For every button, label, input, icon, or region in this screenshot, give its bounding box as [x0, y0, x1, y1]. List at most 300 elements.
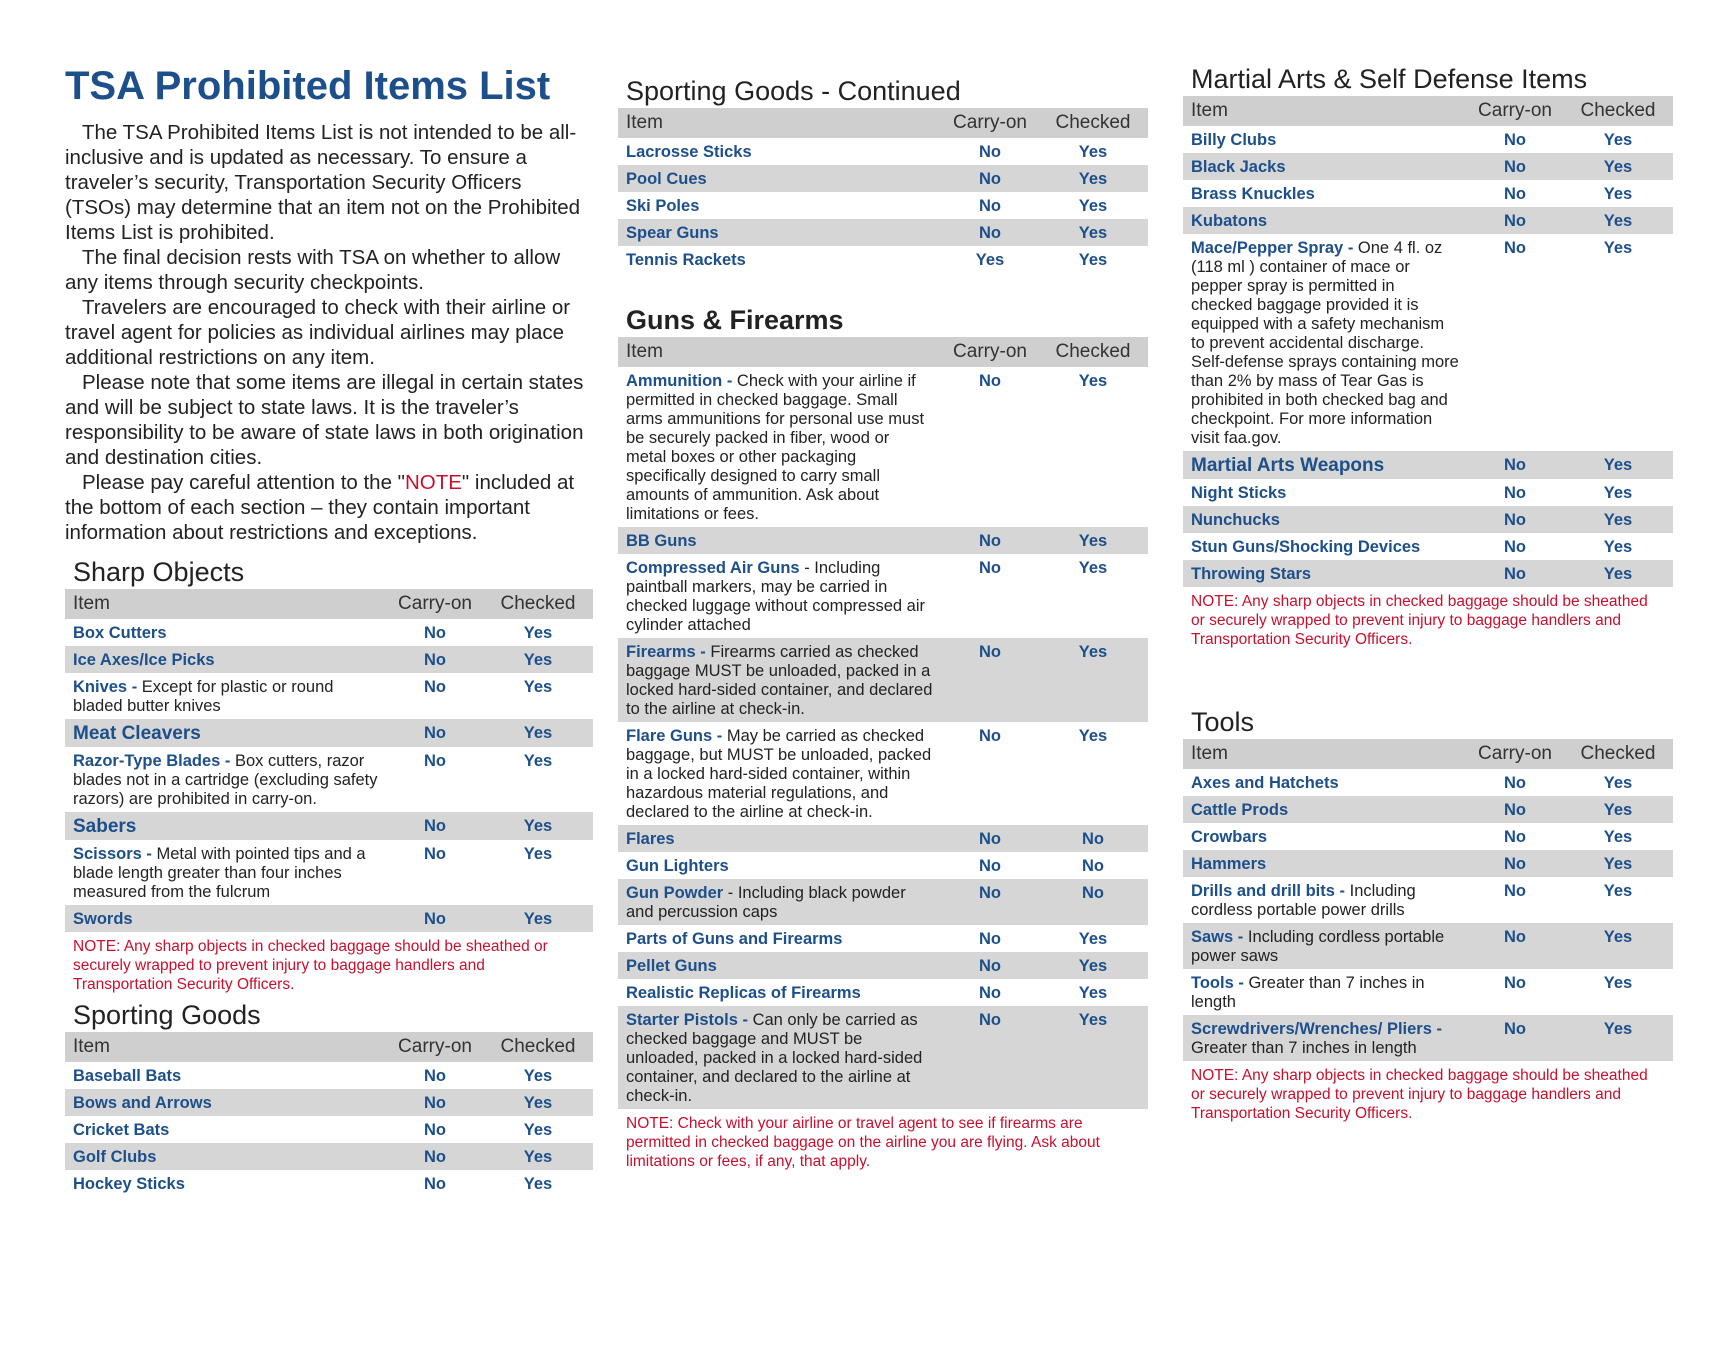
carry-on-value-cell	[387, 646, 483, 673]
carry-on-value-cell	[1467, 207, 1563, 234]
section-title: Tools	[1191, 707, 1255, 737]
carry-on-value: No	[1504, 484, 1526, 502]
item-description: - Including paintball markers, may be carried in checked luggage without compressed air cylinder attached	[626, 559, 926, 634]
item-cell	[1183, 923, 1467, 969]
intro-paragraph: The TSA Prohibited Items List is not intended to be all-inclusive and is updated as necessary. To ensure a traveler’s security, Transportation Security Officers (TSOs) may determine that an item not on the Prohibited Items List is prohibited.	[65, 121, 581, 244]
checked-value: Yes	[523, 1175, 553, 1193]
column-header-checked: Checked	[1038, 108, 1148, 138]
item-cell	[65, 719, 387, 747]
carry-on-value-cell	[942, 192, 1038, 219]
table-row	[1183, 877, 1673, 923]
table-row	[65, 1089, 593, 1116]
section-note: NOTE: Check with your airline or travel agent to see if firearms are permitted in checked baggage on the airline you are flying. Ask about limitations or fees, if any, that apply.	[626, 1115, 1100, 1170]
checked-value-cell	[1563, 451, 1673, 479]
item-cell	[65, 1143, 387, 1170]
item-name: Gun Powder	[626, 884, 724, 902]
carry-on-value-cell	[1467, 153, 1563, 180]
checked-value-cell	[1563, 180, 1673, 207]
item-cell	[618, 825, 942, 852]
item-cell	[1183, 533, 1467, 560]
carry-on-value-cell	[1467, 850, 1563, 877]
item-name: Ammunition -	[626, 372, 733, 390]
carry-on-value-cell	[387, 673, 483, 719]
column-header-carry-on: Carry-on	[387, 589, 483, 619]
checked-value: Yes	[1603, 974, 1633, 992]
table-row	[1183, 126, 1673, 153]
item-description: Greater than 7 inches in length	[1191, 974, 1425, 1011]
table-row	[1183, 1015, 1673, 1061]
section-sharp-objects	[65, 555, 593, 994]
carry-on-value: No	[424, 651, 446, 669]
item-cell	[1183, 769, 1467, 796]
checked-value: Yes	[1603, 882, 1633, 900]
column-header-carry-on: Carry-on	[942, 108, 1038, 138]
table-row	[65, 747, 593, 812]
carry-on-value-cell	[1467, 479, 1563, 506]
carry-on-value: No	[979, 559, 1001, 577]
carry-on-value-cell	[942, 638, 1038, 722]
table-row	[1183, 923, 1673, 969]
items-table	[618, 108, 1148, 273]
checked-value: Yes	[1603, 828, 1633, 846]
checked-value: Yes	[523, 651, 553, 669]
carry-on-value: No	[424, 1094, 446, 1112]
checked-value: Yes	[1078, 197, 1108, 215]
checked-value: Yes	[1603, 855, 1633, 873]
table-row	[1183, 560, 1673, 587]
item-cell	[618, 952, 942, 979]
item-name: Starter Pistols -	[626, 1011, 748, 1029]
carry-on-value-cell	[1467, 877, 1563, 923]
item-cell	[618, 722, 942, 825]
carry-on-value: No	[979, 643, 1001, 661]
carry-on-value-cell	[1467, 451, 1563, 479]
checked-value: Yes	[1603, 565, 1633, 583]
item-description: Including cordless portable power saws	[1191, 928, 1445, 965]
table-row	[1183, 451, 1673, 479]
item-name: Pellet Guns	[626, 957, 717, 975]
carry-on-value: No	[1504, 158, 1526, 176]
carry-on-value-cell	[387, 619, 483, 646]
item-name: Tennis Rackets	[626, 251, 746, 269]
item-name: Ice Axes/Ice Picks	[73, 651, 215, 669]
carry-on-value-cell	[942, 1006, 1038, 1109]
checked-value: Yes	[1078, 532, 1108, 550]
checked-value-cell	[1563, 234, 1673, 451]
item-description: - Including black powder and percussion caps	[626, 884, 906, 921]
checked-value-cell	[1038, 219, 1148, 246]
table-header-row	[618, 337, 1148, 367]
carry-on-value: No	[979, 224, 1001, 242]
checked-value: Yes	[523, 752, 553, 770]
checked-value-cell	[1038, 925, 1148, 952]
carry-on-value-cell	[387, 1116, 483, 1143]
carry-on-value-cell	[1467, 506, 1563, 533]
section-note: NOTE: Any sharp objects in checked baggage should be sheathed or securely wrapped to prevent injury to baggage handlers and Transportation Security Officers.	[1191, 593, 1648, 648]
carry-on-value-cell	[1467, 1015, 1563, 1061]
checked-value-cell	[1038, 1006, 1148, 1109]
checked-value-cell	[483, 719, 593, 747]
table-row	[65, 673, 593, 719]
checked-value: No	[1082, 884, 1104, 902]
carry-on-value: No	[424, 1148, 446, 1166]
checked-value: Yes	[1078, 251, 1108, 269]
item-cell	[65, 1116, 387, 1143]
table-row	[618, 219, 1148, 246]
checked-value: Yes	[1078, 143, 1108, 161]
checked-value-cell	[483, 673, 593, 719]
checked-value-cell	[1563, 823, 1673, 850]
item-cell	[65, 812, 387, 840]
column-header-carry-on: Carry-on	[387, 1032, 483, 1062]
table-row	[1183, 479, 1673, 506]
checked-value: Yes	[1603, 185, 1633, 203]
item-name: Throwing Stars	[1191, 565, 1312, 583]
checked-value: Yes	[523, 724, 553, 742]
item-cell	[618, 192, 942, 219]
carry-on-value: No	[1504, 828, 1526, 846]
column-header-carry-on: Carry-on	[1467, 96, 1563, 126]
table-row	[1183, 180, 1673, 207]
item-cell	[65, 673, 387, 719]
carry-on-value: No	[979, 830, 1001, 848]
checked-value: No	[1082, 830, 1104, 848]
checked-value: Yes	[1603, 1020, 1633, 1038]
column-header-checked: Checked	[1563, 739, 1673, 769]
carry-on-value: No	[1504, 131, 1526, 149]
checked-value-cell	[1563, 796, 1673, 823]
item-name: Parts of Guns and Firearms	[626, 930, 843, 948]
checked-value: Yes	[523, 624, 553, 642]
carry-on-value-cell	[942, 825, 1038, 852]
item-name: Nunchucks	[1191, 511, 1280, 529]
checked-value-cell	[1563, 126, 1673, 153]
checked-value-cell	[1038, 138, 1148, 165]
carry-on-value-cell	[942, 925, 1038, 952]
item-cell	[618, 638, 942, 722]
checked-value-cell	[1563, 923, 1673, 969]
table-row	[618, 192, 1148, 219]
item-cell	[1183, 506, 1467, 533]
item-name: Night Sticks	[1191, 484, 1287, 502]
carry-on-value-cell	[1467, 969, 1563, 1015]
items-table	[65, 589, 593, 932]
table-row	[618, 1006, 1148, 1109]
item-name: Firearms -	[626, 643, 706, 661]
item-name: Ski Poles	[626, 197, 700, 215]
item-name: Flares	[626, 830, 675, 848]
item-name: Hammers	[1191, 855, 1267, 873]
section-title: Sharp Objects	[73, 557, 245, 587]
column-left	[65, 60, 593, 1197]
carry-on-value-cell	[1467, 769, 1563, 796]
carry-on-value: No	[979, 984, 1001, 1002]
carry-on-value-cell	[387, 719, 483, 747]
item-name: Realistic Replicas of Firearms	[626, 984, 861, 1002]
checked-value-cell	[483, 1143, 593, 1170]
table-row	[65, 1170, 593, 1197]
checked-value: Yes	[523, 1121, 553, 1139]
checked-value-cell	[1563, 506, 1673, 533]
item-name: Swords	[73, 910, 133, 928]
item-name: Tools -	[1191, 974, 1244, 992]
checked-value: Yes	[1603, 801, 1633, 819]
carry-on-value: No	[1504, 801, 1526, 819]
item-cell	[65, 840, 387, 905]
checked-value-cell	[1038, 192, 1148, 219]
section-title: Sporting Goods	[73, 1000, 261, 1030]
item-name: Kubatons	[1191, 212, 1268, 230]
item-name: Drills and drill bits -	[1191, 882, 1346, 900]
carry-on-value: No	[979, 857, 1001, 875]
checked-value: Yes	[523, 1067, 553, 1085]
carry-on-value-cell	[942, 138, 1038, 165]
checked-value: Yes	[523, 1094, 553, 1112]
intro-paragraph: Travelers are encouraged to check with their airline or travel agent for policies as individual airlines may place additional restrictions on any item.	[65, 296, 571, 369]
checked-value-cell	[483, 840, 593, 905]
section-sporting-goods	[65, 998, 593, 1197]
item-name: Razor-Type Blades -	[73, 752, 231, 770]
checked-value-cell	[1563, 560, 1673, 587]
checked-value-cell	[1038, 879, 1148, 925]
table-row	[65, 905, 593, 932]
item-description: Metal with pointed tips and a blade length greater than four inches measured from the fulcrum	[73, 845, 366, 901]
carry-on-value: No	[424, 1175, 446, 1193]
table-row	[618, 367, 1148, 527]
checked-value: Yes	[1603, 774, 1633, 792]
carry-on-value: No	[1504, 456, 1526, 474]
checked-value: Yes	[1078, 1011, 1108, 1029]
carry-on-value-cell	[1467, 796, 1563, 823]
checked-value-cell	[1563, 533, 1673, 560]
item-name: Bows and Arrows	[73, 1094, 212, 1112]
checked-value-cell	[483, 619, 593, 646]
section-note: NOTE: Any sharp objects in checked baggage should be sheathed or securely wrapped to prevent injury to baggage handlers and Transportation Security Officers.	[73, 938, 548, 993]
table-header-row	[618, 108, 1148, 138]
carry-on-value-cell	[942, 219, 1038, 246]
column-header-checked: Checked	[1038, 337, 1148, 367]
checked-value: Yes	[523, 817, 553, 835]
item-description: Check with your airline if permitted in checked baggage. Small arms ammunitions for personal use must be securely packed in fiber, wood or metal boxes or other packaging specifically designed to carry small amounts of ammunition. Ask about limitations or fees.	[626, 372, 925, 523]
items-table	[1183, 739, 1673, 1061]
item-name: Flare Guns -	[626, 727, 723, 745]
item-cell	[618, 925, 942, 952]
item-description: May be carried as checked baggage, but MUST be unloaded, packed in a locked hard-sided container, within hazardous material regulations, and declared to the airline at check-in.	[626, 727, 932, 821]
table-row	[1183, 506, 1673, 533]
table-row	[1183, 153, 1673, 180]
checked-value: Yes	[1078, 643, 1108, 661]
table-row	[1183, 969, 1673, 1015]
item-cell	[618, 165, 942, 192]
item-description: One 4 fl. oz (118 ml ) container of mace or pepper spray is permitted in checked baggage provided it is equipped with a safety mechanism to prevent accidental discharge. Self-defense sprays containing more than 2% by mass of Tear Gas is prohibited in both checked bag and checkpoint. For more information visit faa.gov.	[1191, 239, 1459, 447]
item-name: Brass Knuckles	[1191, 185, 1315, 203]
carry-on-value: No	[424, 910, 446, 928]
item-cell	[65, 1089, 387, 1116]
items-table	[618, 337, 1148, 1109]
item-cell	[1183, 153, 1467, 180]
item-cell	[1183, 207, 1467, 234]
column-right	[1183, 62, 1673, 1123]
carry-on-value: No	[1504, 1020, 1526, 1038]
checked-value: Yes	[1603, 239, 1633, 257]
column-header-carry-on: Carry-on	[1467, 739, 1563, 769]
item-cell	[618, 879, 942, 925]
table-row	[618, 138, 1148, 165]
column-header-item: Item	[65, 1032, 387, 1062]
table-row	[65, 1116, 593, 1143]
checked-value-cell	[1038, 165, 1148, 192]
item-name: Cricket Bats	[73, 1121, 170, 1139]
column-header-item: Item	[65, 589, 387, 619]
table-row	[618, 979, 1148, 1006]
checked-value-cell	[1038, 638, 1148, 722]
note-keyword: NOTE	[404, 471, 462, 494]
items-table	[65, 1032, 593, 1197]
table-row	[618, 952, 1148, 979]
item-name: Gun Lighters	[626, 857, 729, 875]
carry-on-value: No	[1504, 511, 1526, 529]
table-row	[65, 840, 593, 905]
intro-paragraph: Please note that some items are illegal in certain states and will be subject to state laws. It is the traveler’s responsibility to be aware of state laws in both origination and destination cities.	[65, 371, 584, 469]
item-cell	[1183, 180, 1467, 207]
checked-value-cell	[1038, 852, 1148, 879]
column-header-checked: Checked	[483, 589, 593, 619]
item-description: Can only be carried as checked baggage and MUST be unloaded, packed in a locked hard-sided container, and declared to the airline at check-in.	[626, 1011, 923, 1105]
column-header-item: Item	[618, 108, 942, 138]
column-header-item: Item	[1183, 739, 1467, 769]
column-header-item: Item	[618, 337, 942, 367]
checked-value: Yes	[1603, 456, 1633, 474]
item-cell	[1183, 823, 1467, 850]
item-name: Golf Clubs	[73, 1148, 157, 1166]
carry-on-value: No	[1504, 565, 1526, 583]
checked-value: Yes	[1603, 928, 1633, 946]
intro-paragraph: The final decision rests with TSA on whether to allow any items through security checkpoints.	[65, 246, 561, 294]
checked-value: Yes	[1078, 559, 1108, 577]
item-description: Including cordless portable power drills	[1191, 882, 1416, 919]
item-name: Spear Guns	[626, 224, 719, 242]
checked-value-cell	[1038, 952, 1148, 979]
item-name: BB Guns	[626, 532, 697, 550]
carry-on-value: No	[979, 727, 1001, 745]
page-title: TSA Prohibited Items List	[65, 64, 551, 108]
item-cell	[618, 367, 942, 527]
item-cell	[618, 1006, 942, 1109]
carry-on-value-cell	[1467, 823, 1563, 850]
checked-value-cell	[483, 646, 593, 673]
item-cell	[65, 1170, 387, 1197]
item-cell	[1183, 126, 1467, 153]
carry-on-value-cell	[387, 840, 483, 905]
column-middle	[618, 74, 1148, 1171]
item-name: Cattle Prods	[1191, 801, 1289, 819]
carry-on-value: No	[424, 817, 446, 835]
carry-on-value: No	[424, 624, 446, 642]
checked-value: Yes	[1078, 727, 1108, 745]
checked-value: Yes	[523, 1148, 553, 1166]
item-description: Greater than 7 inches in length	[1191, 1039, 1417, 1057]
carry-on-value: No	[1504, 239, 1526, 257]
item-name: Saws -	[1191, 928, 1244, 946]
checked-value: Yes	[1603, 131, 1633, 149]
item-name: Pool Cues	[626, 170, 707, 188]
checked-value: Yes	[523, 845, 553, 863]
item-name: Meat Cleavers	[73, 723, 201, 744]
carry-on-value-cell	[1467, 126, 1563, 153]
carry-on-value: No	[424, 724, 446, 742]
item-cell	[1183, 560, 1467, 587]
table-row	[65, 812, 593, 840]
checked-value: Yes	[1078, 984, 1108, 1002]
carry-on-value: No	[1504, 538, 1526, 556]
table-row	[1183, 850, 1673, 877]
carry-on-value-cell	[1467, 560, 1563, 587]
checked-value: Yes	[1078, 957, 1108, 975]
checked-value-cell	[1038, 367, 1148, 527]
carry-on-value: No	[424, 1067, 446, 1085]
checked-value-cell	[1038, 825, 1148, 852]
carry-on-value: No	[979, 143, 1001, 161]
carry-on-value-cell	[387, 1062, 483, 1089]
carry-on-value-cell	[942, 722, 1038, 825]
checked-value-cell	[1563, 207, 1673, 234]
checked-value-cell	[1038, 527, 1148, 554]
intro-paragraph	[65, 470, 593, 545]
item-description: Box cutters, razor blades not in a cartridge (excluding safety razors) are prohibited in carry-on.	[73, 752, 378, 808]
carry-on-value: No	[1504, 212, 1526, 230]
table-row	[618, 246, 1148, 273]
item-name: Stun Guns/Shocking Devices	[1191, 538, 1421, 556]
checked-value-cell	[1563, 153, 1673, 180]
carry-on-value-cell	[387, 747, 483, 812]
section-title: Martial Arts & Self Defense Items	[1191, 64, 1588, 94]
item-cell	[618, 979, 942, 1006]
item-name: Black Jacks	[1191, 158, 1286, 176]
column-header-item: Item	[1183, 96, 1467, 126]
carry-on-value-cell	[942, 952, 1038, 979]
table-row	[618, 825, 1148, 852]
section-title: Sporting Goods - Continued	[626, 76, 961, 106]
checked-value: Yes	[1078, 372, 1108, 390]
carry-on-value-cell	[942, 165, 1038, 192]
intro-text-part: Please pay careful attention to the "	[82, 471, 405, 494]
item-name: Martial Arts Weapons	[1191, 455, 1385, 476]
item-name: Hockey Sticks	[73, 1175, 185, 1193]
carry-on-value-cell	[1467, 234, 1563, 451]
carry-on-value-cell	[942, 527, 1038, 554]
checked-value-cell	[1563, 769, 1673, 796]
items-table	[1183, 96, 1673, 587]
item-cell	[618, 246, 942, 273]
column-header-checked: Checked	[483, 1032, 593, 1062]
checked-value: Yes	[1078, 170, 1108, 188]
section-note: NOTE: Any sharp objects in checked baggage should be sheathed or securely wrapped to prevent injury to baggage handlers and Transportation Security Officers.	[1191, 1067, 1648, 1122]
table-row	[618, 638, 1148, 722]
table-row	[618, 925, 1148, 952]
item-name: Axes and Hatchets	[1191, 774, 1339, 792]
item-cell	[1183, 479, 1467, 506]
item-cell	[65, 747, 387, 812]
carry-on-value: No	[424, 1121, 446, 1139]
carry-on-value: No	[979, 372, 1001, 390]
table-header-row	[65, 589, 593, 619]
column-header-checked: Checked	[1563, 96, 1673, 126]
checked-value: Yes	[523, 678, 553, 696]
carry-on-value-cell	[942, 554, 1038, 638]
carry-on-value: No	[979, 930, 1001, 948]
checked-value: Yes	[1603, 511, 1633, 529]
carry-on-value-cell	[942, 246, 1038, 273]
